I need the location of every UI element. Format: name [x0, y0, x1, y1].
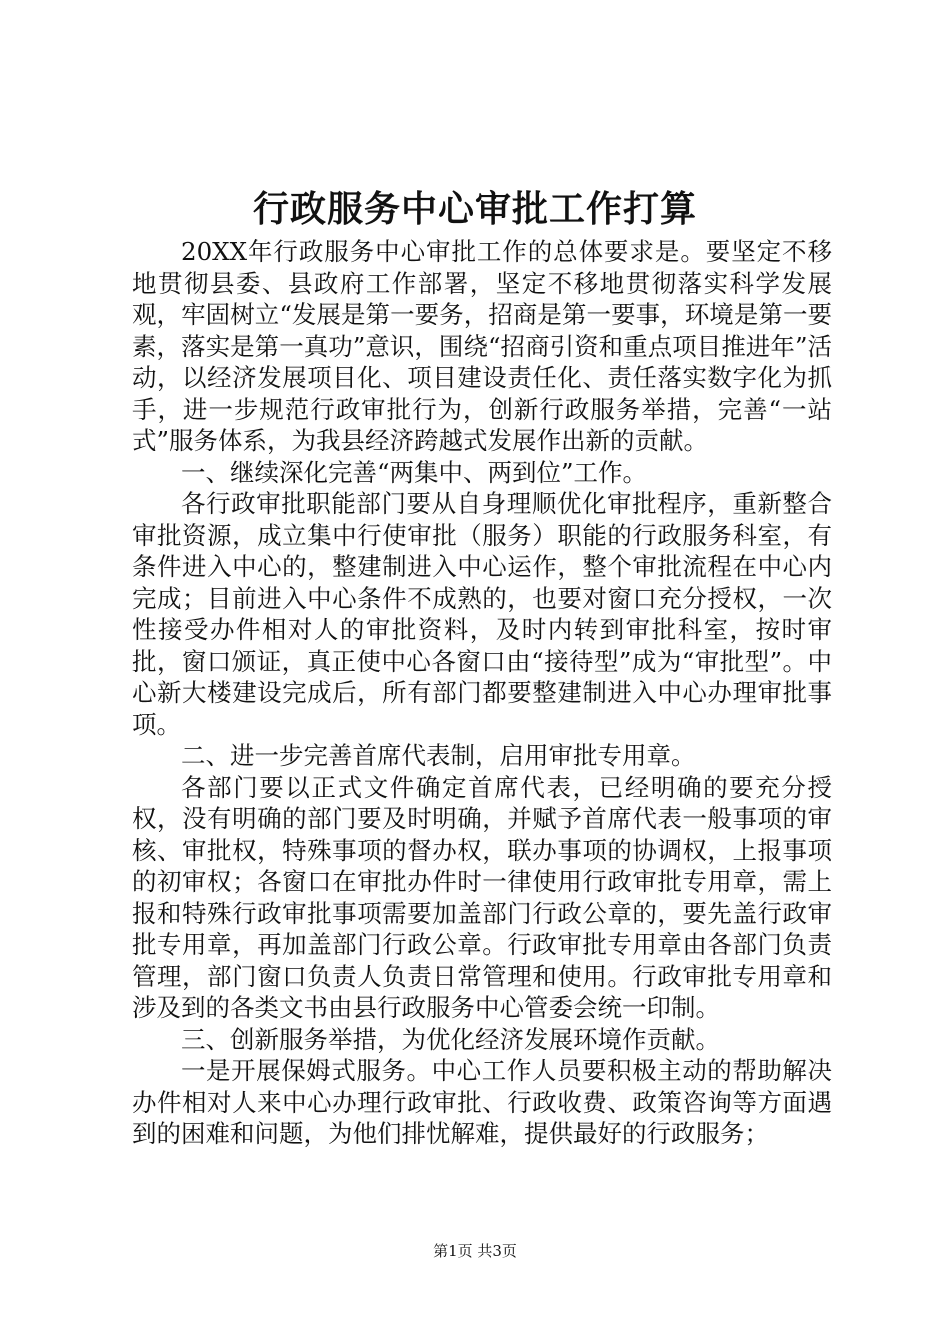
section-paragraph-3: 一是开展保姆式服务。中心工作人员要积极主动的帮助解决办件相对人来中心办理行政审批、行政收费、政策咨询等方面遇到的困难和问题，为他们排忧解难，提供最好的行政服务；: [132, 1056, 832, 1148]
section-heading-3: 三、创新服务举措，为优化经济发展环境作贡献。: [181, 1024, 720, 1054]
intro-paragraph: 20XX年行政服务中心审批工作的总体要求是。要坚定不移地贯彻县委、县政府工作部署，坚定不移地贯彻落实科学发展观，牢固树立“发展是第一要务，招商是第一要事，环境是第一要素，落实是第一真功”意识，围绕“招商引资和重点项目推进年”活动，以经济发展项目化、项目建设责任化、责任落实数字化为抓手，进一步规范行政审批行为，创新行政服务举措，完善“一站式”服务体系，为我县经济跨越式发展作出新的贡献。: [132, 237, 832, 455]
section-heading-2: 二、进一步完善首席代表制，启用审批专用章。: [181, 741, 696, 770]
section-paragraph-1: 各行政审批职能部门要从自身理顺优化审批程序，重新整合审批资源，成立集中行使审批（服务）职能的行政服务科室，有条件进入中心的，整建制进入中心运作，整个审批流程在中心内完成；目前进入中心条件不成熟的，也要对窗口充分授权，一次性接受办件相对人的审批资料，及时内转到审批科室，按时审批，窗口颁证，真正使中心各窗口由“接待型”成为“审批型”。中心新大楼建设完成后，所有部门都要整建制进入中心办理审批事项。: [132, 489, 832, 739]
section-paragraph-2: 各部门要以正式文件确定首席代表，已经明确的要充分授权，没有明确的部门要及时明确，并赋予首席代表一般事项的审核、审批权，特殊事项的督办权，联办事项的协调权，上报事项的初审权；各窗口在审批办件时一律使用行政审批专用章，需上报和特殊行政审批事项需要加盖部门行政公章的，要先盖行政审批专用章，再加盖部门行政公章。行政审批专用章由各部门负责管理，部门窗口负责人负责日常管理和使用。行政审批专用章和涉及到的各类文书由县行政服务中心管委会统一印制。: [132, 772, 832, 1022]
section-heading-1: 一、继续深化完善“两集中、两到位”工作。: [181, 457, 648, 487]
document-title: 行政服务中心审批工作打算: [252, 188, 697, 230]
document-body: [132, 236, 832, 1150]
page-footer: 第1页 共3页: [433, 1242, 517, 1260]
